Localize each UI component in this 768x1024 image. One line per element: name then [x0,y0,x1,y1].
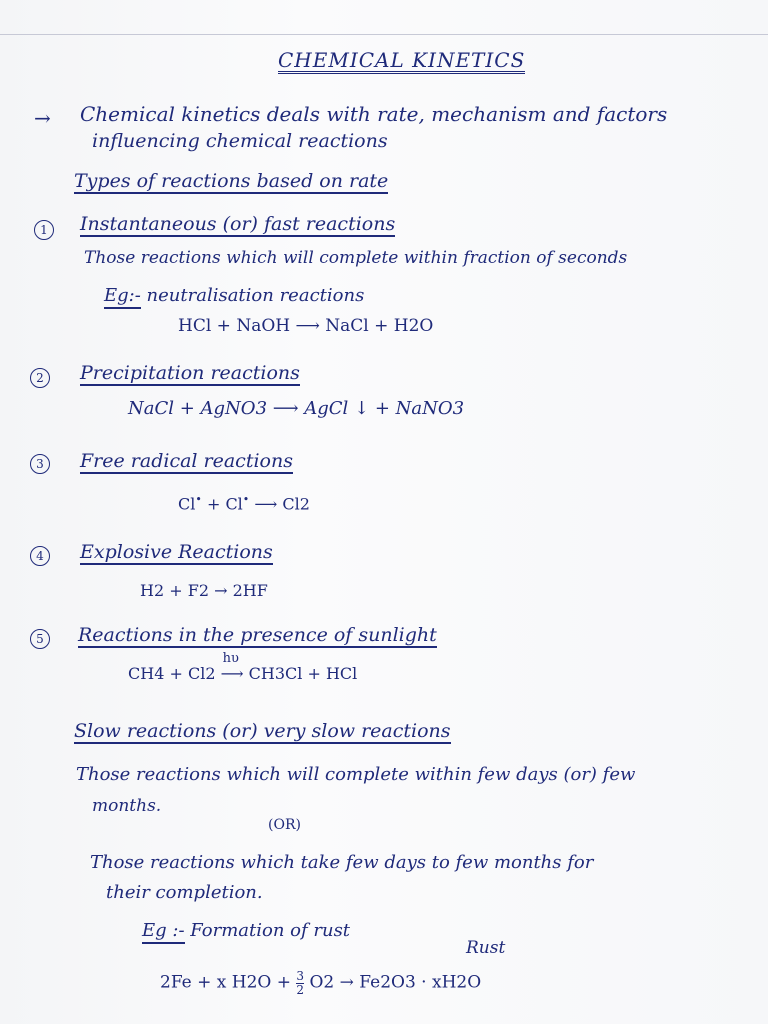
section-2-heading: Precipitation reactions [80,362,300,384]
section-1-heading: Instantaneous (or) fast reactions [80,213,396,235]
reactants: CH4 + Cl2 [128,664,216,683]
section-5-heading: Reactions in the presence of sunlight [78,624,437,646]
section-number-3: 3 [30,454,50,474]
eg-text: neutralisation reactions [146,285,365,306]
arrow-icon: ⟶ [220,664,244,683]
page-title: CHEMICAL KINETICS [278,48,526,72]
section-2-equation: NaCl + AgNO3 ⟶ AgCl ↓ + NaNO3 [128,398,465,419]
fraction-numerator: 3 [296,969,305,983]
section-number-4: 4 [30,546,50,566]
intro-line-1: Chemical kinetics deals with rate, mechanism and factors [80,102,668,126]
section-number-1: 1 [34,220,54,240]
section-5-equation [128,651,358,683]
slow-line-2: months. [92,796,162,816]
bullet-arrow-icon: → [34,106,51,130]
rust-equation [160,970,481,996]
chlorine-radical: Cl [178,494,196,514]
slow-line-1: Those reactions which will complete within few days (or) few [76,764,636,785]
products: CH3Cl + HCl [248,664,358,683]
page-ruled-line [0,34,768,35]
slow-reactions-heading: Slow reactions (or) very slow reactions [74,720,451,742]
rust-reactants: 2Fe + x H2O + [160,972,297,993]
eg-label: Eg :- [142,920,185,944]
section-3-equation [178,494,310,512]
slow-example [142,922,350,940]
rust-products: O2 → Fe2O3 · xH2O [309,972,482,993]
section-number-2: 2 [30,368,50,388]
section-4-equation: H2 + F2 → 2HF [140,581,268,600]
or-separator: (OR) [268,817,301,833]
radical-dot-icon: • [242,493,250,506]
section-1-description: Those reactions which will complete within fraction of seconds [84,248,628,268]
section-4-heading: Explosive Reactions [80,541,273,563]
radical-dot-icon: • [195,493,202,506]
section-1-equation: HCl + NaOH ⟶ NaCl + H2O [178,316,434,336]
slow-line-4: their completion. [106,882,263,903]
eg-text: Formation of rust [190,920,351,941]
reaction-product: ⟶ Cl2 [249,494,310,514]
eg-label: Eg:- [104,285,141,309]
sunlight-arrow [220,651,244,683]
fraction-denominator: 2 [296,982,305,997]
slow-line-3: Those reactions which take few days to few months for [90,852,594,873]
rust-label: Rust [466,938,506,958]
section-3-heading: Free radical reactions [80,450,293,472]
types-heading: Types of reactions based on rate [74,170,389,192]
three-halves-fraction [296,970,304,996]
chlorine-radical: + Cl [201,494,243,514]
intro-line-2: influencing chemical reactions [92,130,388,152]
sunlight-label: hυ [222,651,239,666]
section-number-5: 5 [30,629,50,649]
section-1-example [104,287,364,305]
